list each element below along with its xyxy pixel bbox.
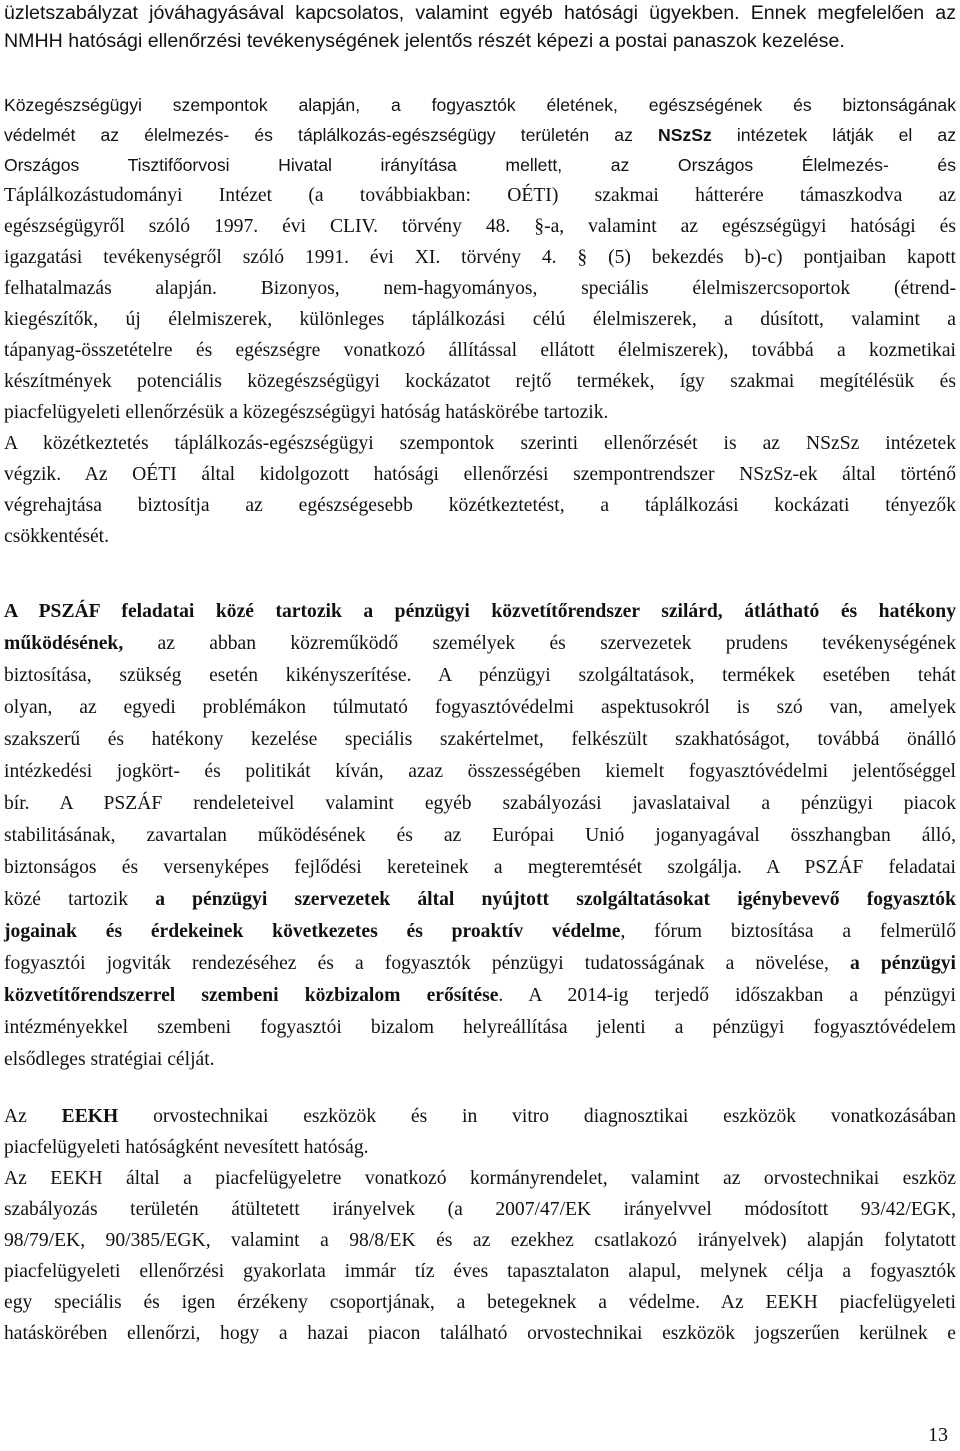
text-run: az abban közreműködő személyek és szervezetek prudens tevékenységének — [123, 633, 956, 654]
text-line: elsődleges stratégiai célját. — [4, 1049, 215, 1070]
pszaf-bold: működésének, — [4, 633, 124, 654]
paragraph-eekh — [4, 1101, 956, 1349]
text-line: készítmények potenciális közegészségügyi kockázatot rejtő termékek, így szakmai megítélésük és — [4, 371, 956, 392]
text-line: biztosítása, szükség esetén kikényszerítése. A pénzügyi szolgáltatások, termékek esetében tehát — [4, 665, 956, 686]
text-line — [4, 1101, 956, 1132]
text-line: Közegészségügyi szempontok alapján, a fogyasztók életének, egészségének és biztonságának — [4, 95, 956, 115]
text-run: fogyasztói jogviták rendezéséhez és a fogyasztók pénzügyi tudatosságának a növelése, — [4, 953, 850, 974]
pszaf-bold: közvetítőrendszerrel szembeni közbizalom erősítése — [4, 985, 499, 1006]
text-line — [4, 980, 956, 1012]
text-run: felhatalmazás alapján. — [4, 278, 261, 299]
pszaf-bold: A PSZÁF feladatai közé tartozik a pénzügyi közvetítőrendszer szilárd, átlátható és hatékony — [4, 601, 956, 622]
page-number: 13 — [928, 1424, 948, 1446]
paragraph-pszaf — [4, 596, 956, 1076]
text-line — [4, 273, 956, 304]
text-line: olyan, az egyedi problémákon túlmutató fogyasztóvédelmi aspektusokról is szó van, amelyek — [4, 697, 956, 718]
document-page — [4, 0, 956, 1344]
text-line — [4, 120, 956, 150]
text-line: NMHH hatósági ellenőrzési tevékenységének jelentős részét képezi a postai panaszok kezelése. — [4, 30, 845, 52]
text-run: Az — [4, 1106, 62, 1127]
text-run: intézetek látják el az — [711, 125, 956, 145]
text-line: igazgatási tevékenységről szóló 1991. évi XI. törvény 4. § (5) bekezdés b)-c) pontjaiban kapott — [4, 247, 956, 268]
text-line: intézményekkel szembeni fogyasztói bizalom helyreállítása jelenti a pénzügyi fogyasztóvédelem — [4, 1017, 956, 1038]
text-line: biztonságos és versenyképes fejlődési kereteinek a megteremtését szolgálja. A PSZÁF feladatai — [4, 857, 956, 878]
text-line: hatáskörében ellenőrzi, hogy a hazai piacon található orvostechnikai eszközök jogszerűen kerülnek e — [4, 1323, 956, 1344]
text-run: Bizonyos, nem-hagyományos, speciális élelmiszercsoportok (étrend- — [260, 278, 956, 299]
text-line: 98/79/EK, 90/385/EGK, valamint a 98/8/EK és az ezekhez csatlakozó irányelvek) alapján folytatott — [4, 1230, 956, 1251]
text-line: kiegészítők, új élelmiszerek, különleges táplálkozási célú élelmiszerek, a dúsított, valamint a — [4, 309, 956, 330]
pszaf-bold: a pénzügyi — [849, 953, 956, 974]
text-line — [4, 916, 956, 948]
text-line: üzletszabályzat jóváhagyásával kapcsolatos, valamint egyéb hatósági ügyekben. Ennek megfelelően az — [4, 2, 956, 24]
text-line: piacfelügyeleti ellenőrzésük a közegészségügyi hatóság hatáskörébe tartozik. — [4, 402, 609, 423]
text-line: intézkedési jogkört- és politikát kíván, azaz összességében kiemelt fogyasztóvédelmi jelentőséggel — [4, 761, 956, 782]
pszaf-bold: jogainak és érdekeinek következetes és proaktív védelme — [4, 921, 621, 942]
text-line: Országos Tisztifőorvosi Hivatal irányítása mellett, az Országos Élelmezés- és — [4, 155, 956, 175]
text-line: piacfelügyeleti hatóságként nevesített hatóság. — [4, 1137, 369, 1158]
text-run: védelmét az élelmezés- és táplálkozás-egészségügy területén az — [4, 125, 658, 145]
text-line — [4, 948, 956, 980]
text-line: végrehajtása biztosítja az egészségesebb közétkeztetést, a táplálkozási kockázati tényezők — [4, 495, 956, 516]
text-run: . A 2014-ig terjedő időszakban a pénzügyi — [498, 985, 956, 1006]
text-run: közé tartozik — [4, 889, 156, 910]
text-run: , fórum biztosítása a felmerülő — [620, 921, 956, 942]
text-line — [4, 596, 956, 628]
pszaf-bold: a pénzügyi szervezetek által nyújtott szolgáltatásokat igénybevevő fogyasztók — [155, 889, 956, 910]
text-line: szabályozás területén átültetett irányelvek (a 2007/47/EK irányelvvel módosított 93/42/EGK, — [4, 1199, 956, 1220]
paragraph-nmhh — [4, 0, 956, 55]
text-line: piacfelügyeleti ellenőrzési gyakorlata immár tíz éves tapasztalaton alapul, melynek célja a fogyasztók — [4, 1261, 956, 1282]
text-line: csökkentését. — [4, 526, 110, 547]
text-line — [4, 884, 956, 916]
text-line — [4, 628, 956, 660]
text-line: bír. A PSZÁF rendeleteivel valamint egyéb szabályozási javaslataival a pénzügyi piacok — [4, 793, 956, 814]
text-line: egy speciális és igen érzékeny csoportjának, a betegeknek a védelme. Az EEKH piacfelügyeleti — [4, 1292, 956, 1313]
nszsz-bold: NSzSz — [658, 125, 712, 145]
text-line: tápanyag-összetételre és egészségre vonatkozó állítással ellátott élelmiszerek), továbbá a kozmetikai — [4, 340, 956, 361]
text-line: Az EEKH által a piacfelügyeletre vonatkozó kormányrendelet, valamint az orvostechnikai eszköz — [4, 1168, 956, 1189]
eekh-bold: EEKH — [61, 1106, 119, 1127]
text-run: orvostechnikai eszközök és in vitro diagnosztikai eszközök vonatkozásában — [118, 1106, 956, 1127]
text-line: stabilitásának, zavartalan működésének és az Európai Unió joganyagával összhangban álló, — [4, 825, 956, 846]
text-line: A közétkeztetés táplálkozás-egészségügyi szempontok szerinti ellenőrzését is az NSzSz intézetek — [4, 433, 956, 454]
text-line: végzik. Az OÉTI által kidolgozott hatósági ellenőrzési szempontrendszer NSzSz-ek által történő — [4, 464, 956, 485]
paragraph-public-health — [4, 90, 956, 552]
text-line: szakszerű és hatékony kezelése speciális szakértelmet, felkészült szakhatóságot, továbbá önálló — [4, 729, 956, 750]
text-line: Táplálkozástudományi Intézet (a továbbiakban: OÉTI) szakmai hátterére támaszkodva az — [4, 185, 956, 206]
text-line: egészségügyről szóló 1997. évi CLIV. törvény 48. §-a, valamint az egészségügyi hatósági és — [4, 216, 956, 237]
